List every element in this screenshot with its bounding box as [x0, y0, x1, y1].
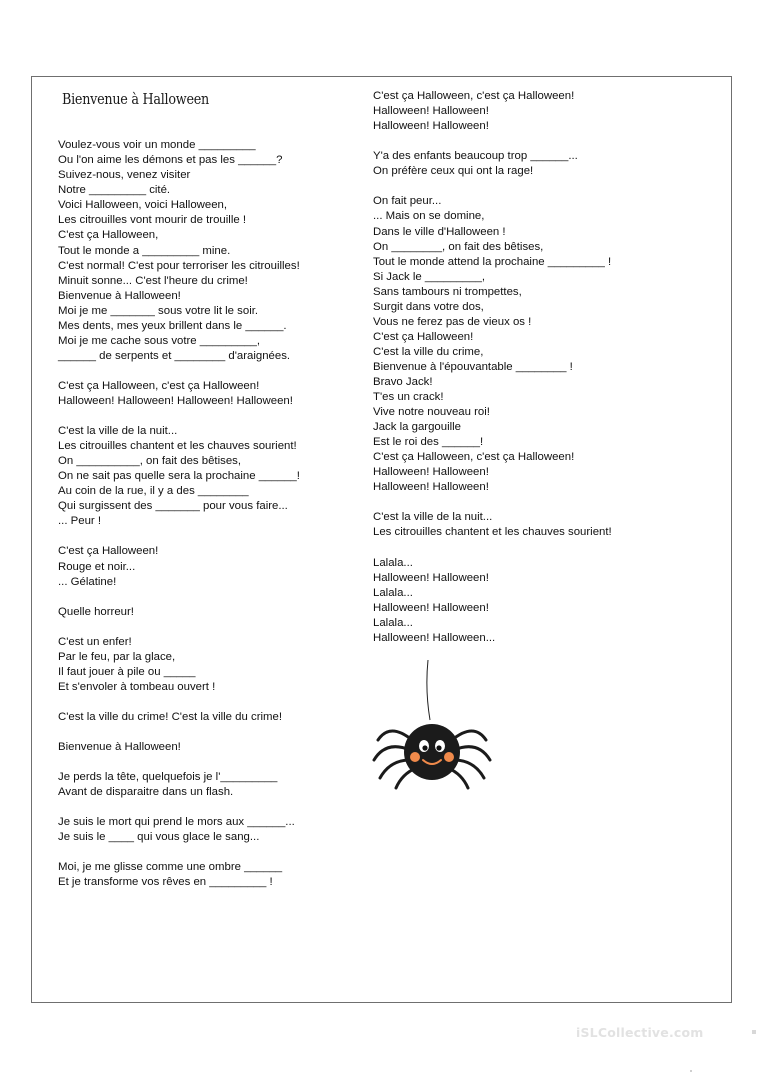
- lyric-line: Bienvenue à Halloween!: [58, 741, 181, 754]
- lyric-line: ... Peur !: [58, 515, 102, 528]
- lyric-line: Lalala...: [373, 586, 413, 599]
- lyric-line: ... Gélatine!: [58, 575, 117, 588]
- blank-line: [58, 695, 300, 710]
- blank-line: [58, 590, 300, 605]
- lyric-line: Et s'envoler à tombeau ouvert !: [58, 680, 216, 693]
- lyric-line: Si Jack le _________,: [373, 270, 486, 283]
- lyric-line: Bienvenue à Halloween!: [58, 289, 181, 302]
- lyric-line: Mes dents, mes yeux brillent dans le ______.: [58, 319, 287, 332]
- lyric-line: Moi je me _______ sous votre lit le soir.: [58, 304, 259, 317]
- lyric-line: Les citrouilles vont mourir de trouille !: [58, 214, 247, 227]
- blank-line: [58, 800, 300, 815]
- lyric-line: C'est normal! C'est pour terroriser les citrouilles!: [58, 259, 300, 272]
- right-column: [373, 59, 612, 661]
- lyric-line: C'est ça Halloween!: [58, 545, 159, 558]
- blank-line: [58, 755, 300, 770]
- lyric-line: Halloween! Halloween!: [373, 105, 489, 118]
- lyric-line: On ne sait pas quelle sera la prochaine ______!: [58, 470, 300, 483]
- blank-line: [373, 541, 612, 556]
- lyric-line: Lalala...: [373, 616, 413, 629]
- lyric-line: On préfère ceux qui ont la rage!: [373, 165, 534, 178]
- blank-line: [58, 620, 300, 635]
- lyric-line: Halloween! Halloween! Halloween! Halloween!: [58, 394, 293, 407]
- lyric-line: Moi je me cache sous votre _________,: [58, 334, 260, 347]
- lyric-line: C'est ça Halloween, c'est ça Halloween!: [373, 451, 575, 464]
- right-lyrics: [373, 89, 612, 646]
- lyric-line: On ________, on fait des bêtises,: [373, 240, 544, 253]
- lyric-line: On __________, on fait des bêtises,: [58, 455, 242, 468]
- lyric-line: Et je transforme vos rêves en _________ !: [58, 876, 273, 889]
- lyric-line: C'est la ville du crime! C'est la ville du crime!: [58, 710, 283, 723]
- lyric-line: C'est la ville de la nuit...: [58, 425, 178, 438]
- lyric-line: Par le feu, par la glace,: [58, 650, 176, 663]
- lyric-line: C'est ça Halloween,: [58, 229, 159, 242]
- lyric-line: Quelle horreur!: [58, 605, 134, 618]
- lyric-line: Les citrouilles chantent et les chauves sourient!: [373, 526, 612, 539]
- blank-line: [58, 725, 300, 740]
- lyric-line: Avant de disparaitre dans un flash.: [58, 786, 234, 799]
- lyric-line: Suivez-nous, venez visiter: [58, 169, 191, 182]
- lyric-line: Halloween! Halloween!: [373, 466, 489, 479]
- watermark-text: iSLCollective.com: [576, 1025, 704, 1040]
- lyric-line: ______ de serpents et ________ d'araignées.: [58, 349, 291, 362]
- blank-line: [58, 529, 300, 544]
- lyric-line: C'est la ville de la nuit...: [373, 511, 493, 524]
- blank-line: [58, 845, 300, 860]
- lyric-line: Rouge et noir...: [58, 560, 136, 573]
- lyric-line: Vive notre nouveau roi!: [373, 406, 490, 419]
- lyric-line: Bienvenue à l'épouvantable ________ !: [373, 360, 573, 373]
- blank-line: [58, 409, 300, 424]
- lyric-line: C'est la ville du crime,: [373, 345, 484, 358]
- corner-mark: [752, 1030, 756, 1034]
- lyric-line: ... Mais on se domine,: [373, 210, 485, 223]
- lyric-line: Tout le monde a _________ mine.: [58, 244, 231, 257]
- lyric-line: Je suis le mort qui prend le mors aux ______...: [58, 816, 295, 829]
- lyric-line: Minuit sonne... C'est l'heure du crime!: [58, 274, 248, 287]
- blank-line: [373, 179, 612, 194]
- lyric-line: C'est ça Halloween, c'est ça Halloween!: [58, 379, 260, 392]
- lyric-line: On fait peur...: [373, 195, 442, 208]
- blank-line: [373, 495, 612, 510]
- lyric-line: Sans tambours ni trompettes,: [373, 285, 522, 298]
- lyric-line: C'est ça Halloween, c'est ça Halloween!: [373, 90, 575, 103]
- lyric-line: Y'a des enfants beaucoup trop ______...: [373, 150, 578, 163]
- lyric-line: Halloween! Halloween!: [373, 571, 489, 584]
- lyric-line: Voici Halloween, voici Halloween,: [58, 199, 228, 212]
- lyric-line: Les citrouilles chantent et les chauves sourient!: [58, 440, 297, 453]
- lyric-line: Jack la gargouille: [373, 421, 462, 434]
- lyric-line: Qui surgissent des _______ pour vous faire...: [58, 500, 288, 513]
- lyric-line: Ou l'on aime les démons et pas les ______?: [58, 154, 283, 167]
- worksheet-title: Bienvenue à Halloween: [62, 92, 209, 109]
- lyric-line: Dans le ville d'Halloween !: [373, 225, 506, 238]
- lyric-line: Tout le monde attend la prochaine _________ !: [373, 255, 612, 268]
- lyric-line: Halloween! Halloween!: [373, 601, 489, 614]
- lyric-line: C'est un enfer!: [58, 635, 132, 648]
- dot-mark: [690, 1070, 692, 1072]
- lyric-line: Il faut jouer à pile ou _____: [58, 665, 196, 678]
- lyric-line: Halloween! Halloween...: [373, 631, 496, 644]
- blank-line: [373, 134, 612, 149]
- blank-line: [58, 364, 300, 379]
- lyric-line: Est le roi des ______!: [373, 436, 484, 449]
- lyric-line: T'es un crack!: [373, 391, 444, 404]
- lyric-line: Halloween! Halloween!: [373, 120, 489, 133]
- lyric-line: Halloween! Halloween!: [373, 481, 489, 494]
- lyric-line: Vous ne ferez pas de vieux os !: [373, 315, 532, 328]
- lyric-line: Je perds la tête, quelquefois je l'_________: [58, 771, 278, 784]
- spider-icon: [372, 660, 492, 790]
- lyric-line: Notre _________ cité.: [58, 184, 171, 197]
- lyric-line: Lalala...: [373, 556, 413, 569]
- left-column: [58, 60, 300, 906]
- lyric-line: Au coin de la rue, il y a des ________: [58, 485, 249, 498]
- lyric-line: Bravo Jack!: [373, 375, 433, 388]
- lyric-line: Je suis le ____ qui vous glace le sang...: [58, 831, 260, 844]
- left-lyrics: [58, 138, 300, 890]
- lyric-line: C'est ça Halloween!: [373, 330, 474, 343]
- lyric-line: Moi, je me glisse comme une ombre ______: [58, 861, 283, 874]
- lyric-line: Surgit dans votre dos,: [373, 300, 484, 313]
- lyric-line: Voulez-vous voir un monde _________: [58, 139, 256, 152]
